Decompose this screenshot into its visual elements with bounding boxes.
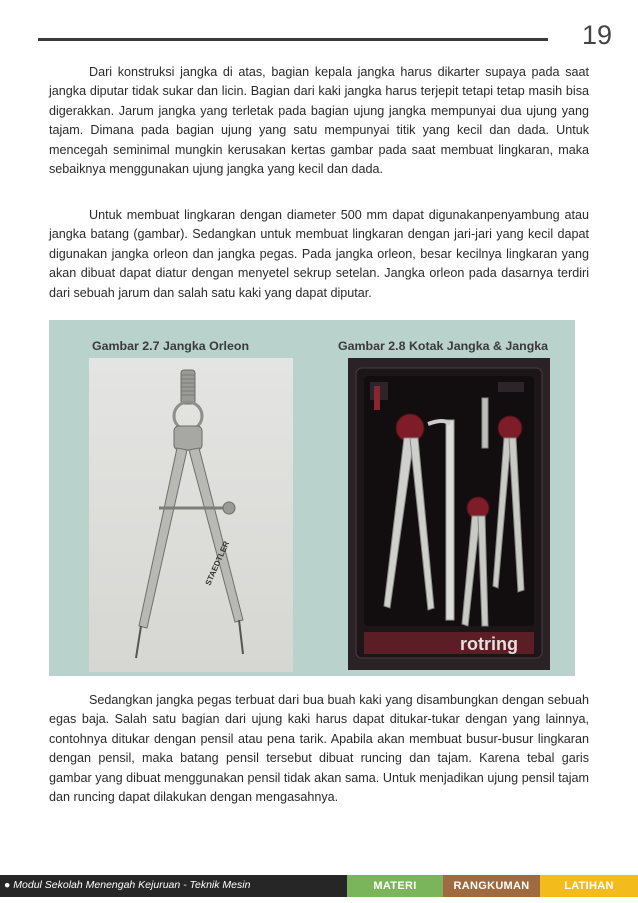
header-rule bbox=[38, 38, 548, 41]
rotring-logo: rotring bbox=[460, 634, 518, 654]
tab-latihan[interactable]: LATIHAN bbox=[540, 875, 638, 897]
figure-caption-compass-box: Gambar 2.8 Kotak Jangka & Jangka bbox=[338, 339, 549, 353]
paragraph-large-circle: Untuk membuat lingkaran dengan diameter 500 mm dapat digunakanpenyambung atau jangka batang (gambar). Sedangkan untuk membuat lingkaran dengan jari-jari yang kecil dapat digunakan jangka orleon dan jangka pegas. Pada jangka orleon, besar kecilnya lingkaran yang akan dibuat dapat diatur dengan menyetel sekrup setelan. Jangka orleon pada dasarnya terdiri dari sebuah jarum dan salah satu kaki yang dapat diputar. bbox=[49, 208, 589, 300]
page-number: 19 bbox=[581, 20, 612, 50]
staedtler-logo: STAEDTLER bbox=[203, 539, 232, 587]
paragraph-spring-compass: Sedangkan jangka pegas terbuat dari bua buah kaki yang disambungkan dengan sebuah egas baja. Salah satu bagian dari ujung kaki harus dapat ditukar-tukar dengan yang lainnya, contohnya ditukar dengan pensil atau pena tarik. Apabila akan membuat busur-busur lingkaran dengan pensil, maka batang pensil tersebut dibuat runcing dan tajam. Karena tebal garis gambar yang dibuat menggunakan pensil tidak akan sama. Untuk menjadikan ujung pensil tajam dan runcing dapat dilakukan dengan mengasahnya. bbox=[49, 693, 589, 805]
figure-caption-orleon: Gambar 2.7 Jangka Orleon bbox=[92, 339, 250, 353]
tab-materi[interactable]: MATERI bbox=[347, 875, 443, 897]
module-title: Modul Sekolah Menengah Kejuruan - Teknik Mesin bbox=[13, 879, 251, 891]
bullet-icon: ● bbox=[4, 879, 11, 891]
tab-rangkuman[interactable]: RANGKUMAN bbox=[443, 875, 540, 897]
compass-box-illustration bbox=[348, 358, 550, 670]
paragraph-construction: Dari konstruksi jangka di atas, bagian kepala jangka harus dikarter supaya pada saat jangka diputar tidak sukar dan licin. Bagian dari kaki jangka harus terjepit tetapi tetap masih bisa digerakkan. Jarum jangka yang terletak pada bagian ujung jangka mempunyai dua ujung yang tajam. Dimana pada bagian ujung yang satu mempunyai titik yang kecil dan dada. Untuk mencegah seminimal mungkin kerusakan kertas gambar pada saat membuat lingkaran, maka sebaiknya menggunakan ujung jangka yang kecil dan dada. bbox=[49, 65, 589, 177]
footer-bar bbox=[0, 875, 638, 897]
orleon-compass-photo bbox=[89, 358, 293, 672]
footer-module-title bbox=[4, 879, 250, 891]
figure-panel bbox=[49, 320, 575, 676]
orleon-compass-illustration bbox=[89, 358, 293, 672]
compass-box-photo bbox=[348, 358, 550, 670]
